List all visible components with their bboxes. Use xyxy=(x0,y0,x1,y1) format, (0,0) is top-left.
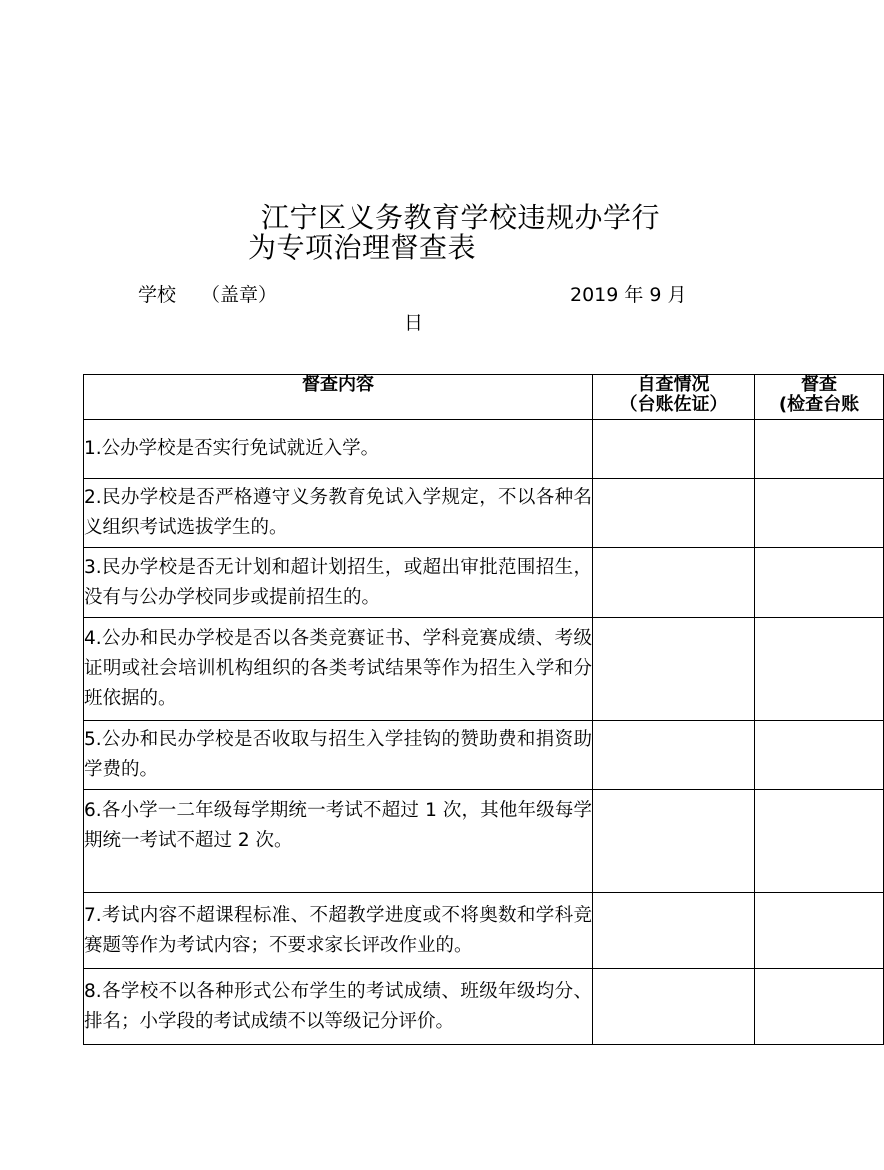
date-label: 2019 年 9 月 xyxy=(570,284,687,306)
row-4-content: 4.公办和民办学校是否以各类竞赛证书、学科竞赛成绩、考级证明或社会培训机构组织的各类考试结果等作为招生入学和分班依据的。 xyxy=(84,618,593,721)
header-inspection-line-1: 督查 xyxy=(801,374,837,395)
row-2-content: 2.民办学校是否严格遵守义务教育免试入学规定，不以各种名义组织考试选拔学生的。 xyxy=(84,479,593,548)
header-content-label: 督查内容 xyxy=(302,374,374,395)
row-3-content: 3.民办学校是否无计划和超计划招生，或超出审批范围招生，没有与公办学校同步或提前招生的。 xyxy=(84,548,593,618)
table-row xyxy=(84,790,884,893)
row-6-self-check-cell[interactable] xyxy=(593,790,755,893)
row-8-content: 8.各学校不以各种形式公布学生的考试成绩、班级年级均分、排名；小学段的考试成绩不以等级记分评价。 xyxy=(84,969,593,1045)
row-1-content: 1.公办学校是否实行免试就近入学。 xyxy=(84,420,593,479)
table-row xyxy=(84,479,884,548)
header-content xyxy=(84,375,593,420)
header-self-check-line-1: 自查情况 xyxy=(637,374,710,395)
row-1-self-check-cell[interactable] xyxy=(593,420,755,479)
day-label: 日 xyxy=(404,312,424,334)
header-inspection-line-2: (检查台账 xyxy=(778,394,860,415)
table-row xyxy=(84,618,884,721)
row-8-self-check-cell[interactable] xyxy=(593,969,755,1045)
table-header-row xyxy=(84,375,884,420)
table-row xyxy=(84,721,884,790)
document-title-line-2: 为专项治理督查表 xyxy=(248,231,477,264)
seal-label: （盖章） xyxy=(201,284,278,306)
inspection-table xyxy=(83,374,884,1045)
header-inspection xyxy=(755,375,884,420)
row-2-inspection-cell[interactable] xyxy=(755,479,884,548)
header-self-check-line-2: （台账佐证） xyxy=(619,394,728,415)
row-5-self-check-cell[interactable] xyxy=(593,721,755,790)
row-2-self-check-cell[interactable] xyxy=(593,479,755,548)
row-4-self-check-cell[interactable] xyxy=(593,618,755,721)
row-4-inspection-cell[interactable] xyxy=(755,618,884,721)
row-1-inspection-cell[interactable] xyxy=(755,420,884,479)
row-7-content: 7.考试内容不超课程标准、不超教学进度或不将奥数和学科竞赛题等作为考试内容；不要求家长评改作业的。 xyxy=(84,893,593,969)
table-row xyxy=(84,969,884,1045)
row-7-self-check-cell[interactable] xyxy=(593,893,755,969)
row-3-inspection-cell[interactable] xyxy=(755,548,884,618)
document-title-line-1: 江宁区义务教育学校违规办学行 xyxy=(261,201,661,234)
row-7-inspection-cell[interactable] xyxy=(755,893,884,969)
row-6-inspection-cell[interactable] xyxy=(755,790,884,893)
school-label: 学校 xyxy=(138,284,177,306)
header-self-check xyxy=(593,375,755,420)
row-3-self-check-cell[interactable] xyxy=(593,548,755,618)
table-row xyxy=(84,893,884,969)
table-row xyxy=(84,548,884,618)
row-6-content: 6.各小学一二年级每学期统一考试不超过 1 次，其他年级每学期统一考试不超过 2 次。 xyxy=(84,790,593,893)
row-5-content: 5.公办和民办学校是否收取与招生入学挂钩的赞助费和捐资助学费的。 xyxy=(84,721,593,790)
table-row xyxy=(84,420,884,479)
row-5-inspection-cell[interactable] xyxy=(755,721,884,790)
row-8-inspection-cell[interactable] xyxy=(755,969,884,1045)
